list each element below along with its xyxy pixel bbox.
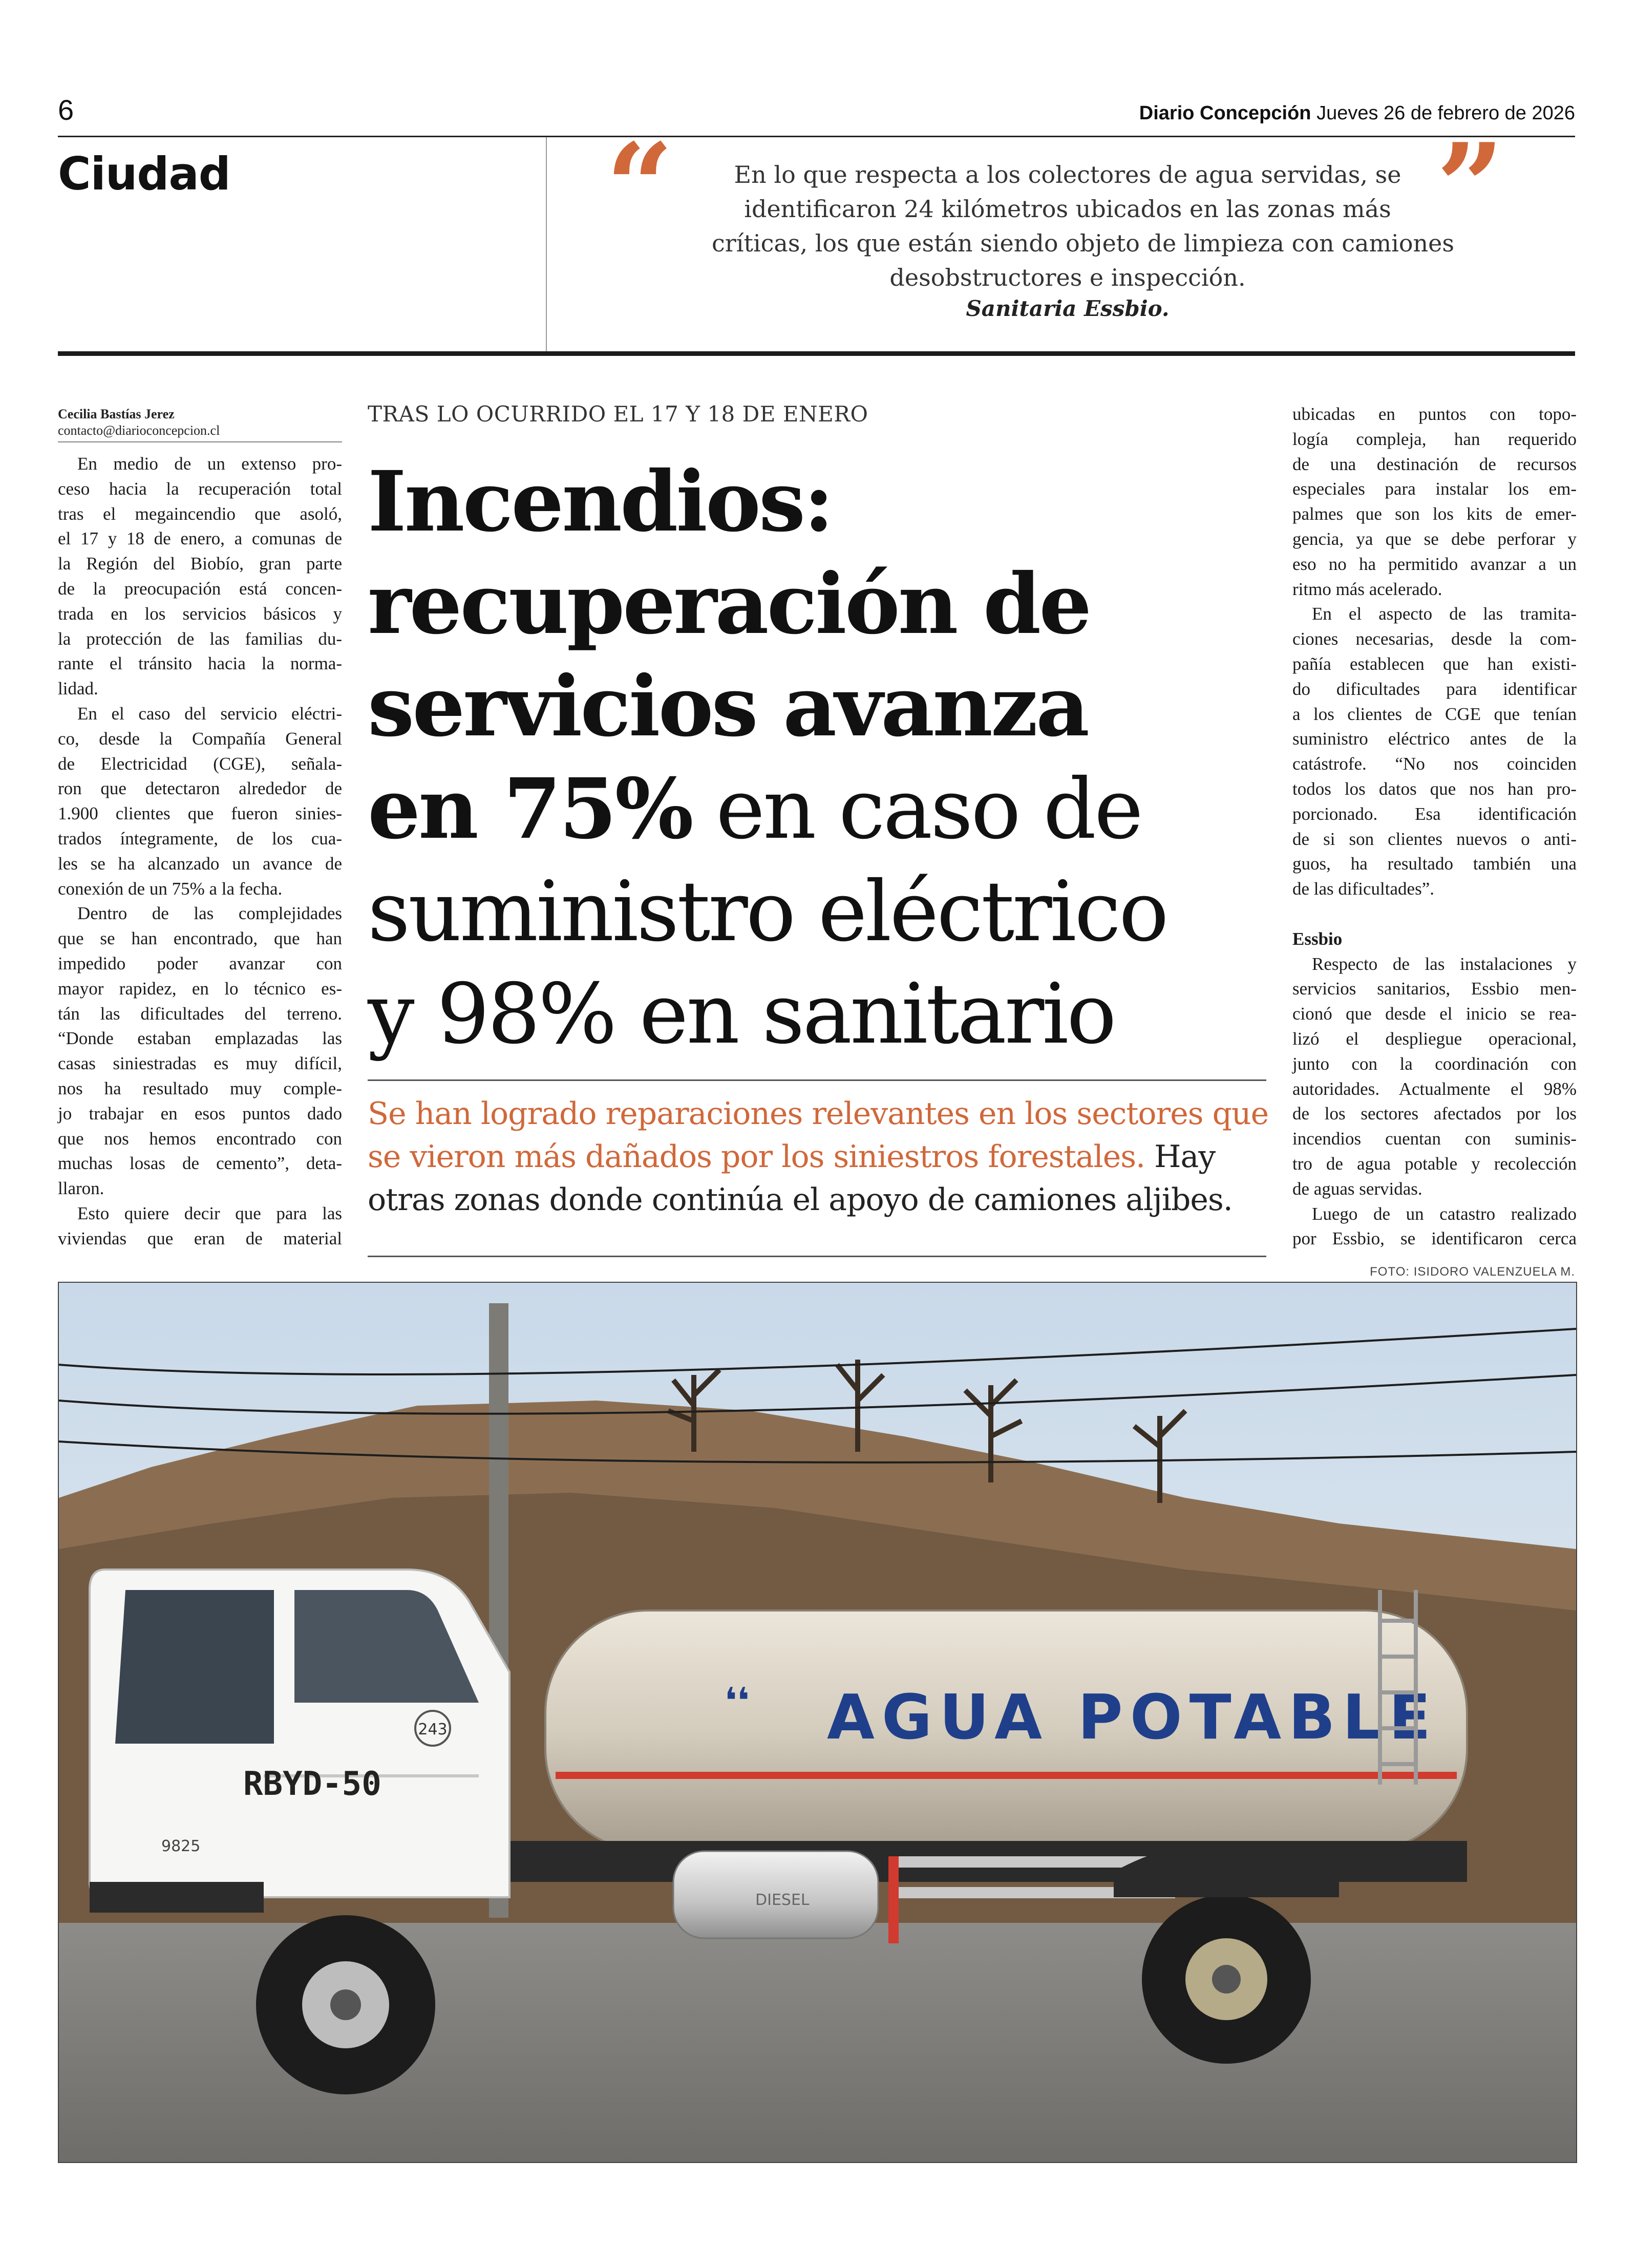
body-line: de Electricidad (CGE), señala- <box>58 753 342 774</box>
body-line: que se han encontrado, que han <box>58 928 342 949</box>
body-line: co, desde la Compañía General <box>58 728 342 749</box>
body-line: ron que detectaron alrededor de <box>58 778 342 799</box>
body-line: eso no ha permitido avanzar a un <box>1292 554 1577 574</box>
body-line: palmes que son los kits de emer- <box>1292 504 1577 524</box>
body-line: incendios cuentan con suminis- <box>1292 1129 1577 1149</box>
headline-line: servicios avanza <box>368 658 1088 755</box>
open-quote-icon: “ <box>606 118 674 256</box>
body-line: autoridades. Actualmente el 98% <box>1292 1078 1577 1099</box>
body-line: porcionado. Esa identificación <box>1292 803 1577 824</box>
body-line: especiales para instalar los em- <box>1292 479 1577 499</box>
deck-line: otras zonas donde continúa el apoyo de camiones aljibes. <box>368 1182 1233 1218</box>
body-line: 1.900 clientes que fueron sinies- <box>58 803 342 824</box>
deck-highlight: se vieron más dañados por los siniestros forestales. <box>368 1139 1145 1175</box>
body-line: viviendas que eran de material <box>58 1228 342 1248</box>
body-line: En el aspecto de las tramita- <box>1312 604 1577 624</box>
body-line: do dificultades para identificar <box>1292 679 1577 699</box>
author-name: Cecilia Bastías Jerez <box>58 407 175 421</box>
windshield <box>115 1590 274 1744</box>
headline-light-part: en caso de <box>691 761 1141 858</box>
pull-quote <box>712 158 1454 321</box>
headline <box>368 451 1167 1066</box>
body-line: que nos hemos encontrado con <box>58 1128 342 1149</box>
body-line: la protección de las familias du- <box>58 628 342 649</box>
tank-lettering: AGUA POTABLE <box>827 1682 1438 1753</box>
body-line: muchas losas de cemento”, deta- <box>58 1153 342 1174</box>
body-line: En medio de un extenso pro- <box>77 454 342 474</box>
body-line: de si son clientes nuevos o anti- <box>1292 829 1577 849</box>
door-number: 9825 <box>161 1837 201 1855</box>
water-tank <box>545 1590 1467 1851</box>
body-line: mayor rapidez, en lo técnico es- <box>58 978 342 999</box>
headline-line: y 98% en sanitario <box>368 966 1115 1063</box>
body-line: Dentro de las complejidades <box>77 903 342 924</box>
body-line: trada en los servicios básicos y <box>58 603 342 624</box>
body-line: nos ha resultado muy comple- <box>58 1078 342 1098</box>
front-bumper <box>90 1882 264 1913</box>
deck-text: Hay <box>1145 1139 1216 1175</box>
fuel-tank-label: DIESEL <box>755 1891 810 1909</box>
body-line: ciones necesarias, desde la com- <box>1292 629 1577 649</box>
body-line: suministro eléctrico antes de la <box>1292 729 1577 749</box>
body-line: lizó el despliegue operacional, <box>1292 1028 1577 1049</box>
body-line: el 17 y 18 de enero, a comunas de <box>58 528 342 549</box>
body-line: de las dificultades”. <box>1292 879 1434 899</box>
body-line: llaron. <box>58 1178 104 1199</box>
section-title: Ciudad <box>58 147 230 200</box>
body-line: trados íntegramente, de los cua- <box>58 828 342 849</box>
page-number: 6 <box>58 94 74 126</box>
paragraph-gap <box>1292 902 1577 927</box>
pull-quote-line: críticas, los que están siendo objeto de limpieza con camiones <box>712 229 1454 257</box>
deck-line: Se han logrado reparaciones relevantes en los sectores que <box>368 1096 1269 1132</box>
fuel-tank <box>673 1851 878 1938</box>
body-line: todos los datos que nos han pro- <box>1292 778 1577 799</box>
body-line: tán las dificultades del terreno. <box>58 1003 342 1024</box>
body-line: tro de agua potable y recolección <box>1292 1153 1577 1174</box>
body-line: a los clientes de CGE que tenían <box>1292 704 1577 724</box>
deck-rule-top <box>368 1079 1266 1081</box>
close-quote-icon: ” <box>1436 118 1504 256</box>
body-line: “Donde estaban emplazadas las <box>58 1028 342 1049</box>
headline-line: Incendios: <box>368 453 832 550</box>
headline-line: suministro eléctrico <box>368 864 1167 960</box>
body-line: ceso hacia la recuperación total <box>58 478 342 499</box>
body-line: guos, ha resultado también una <box>1292 854 1577 874</box>
body-line: por Essbio, se identificaron cerca <box>1292 1228 1577 1249</box>
body-line: de aguas servidas. <box>1292 1178 1422 1199</box>
body-line: Respecto de las instalaciones y <box>1312 953 1577 974</box>
header-thick-rule <box>58 351 1575 356</box>
headline-line: recuperación de <box>368 556 1090 653</box>
body-line: jo trabajar en esos puntos dado <box>58 1103 342 1124</box>
body-line: ubicadas en puntos con topo- <box>1292 404 1577 424</box>
body-line: de los sectores afectados por los <box>1292 1104 1577 1124</box>
pull-quote-line: desobstructores e inspección. <box>889 264 1246 291</box>
deck <box>368 1092 1269 1221</box>
pull-quote-line: En lo que respecta a los colectores de agua servidas, se <box>734 161 1401 188</box>
kicker: TRAS LO OCURRIDO EL 17 Y 18 DE ENERO <box>368 401 868 427</box>
headline-line <box>368 758 1167 861</box>
body-line: casas siniestradas es muy difícil, <box>58 1053 342 1074</box>
body-line: tras el megaincendio que asoló, <box>58 503 342 524</box>
header-divider <box>546 137 547 352</box>
issue-date: Jueves 26 de febrero de 2026 <box>1316 102 1575 124</box>
body-line: Esto quiere decir que para las <box>77 1203 342 1223</box>
truck-cab <box>90 1570 509 1913</box>
body-line: de una destinación de recursos <box>1292 454 1577 474</box>
body-line: pañía establecen que han existi- <box>1292 653 1577 674</box>
deck-rule-bottom <box>368 1256 1266 1257</box>
body-line: logía compleja, han requerido <box>1292 429 1577 449</box>
photo-credit: FOTO: ISIDORO VALENZUELA M. <box>1370 1265 1575 1279</box>
body-line: junto con la coordinación con <box>1292 1053 1577 1074</box>
body-line: la Región del Biobío, gran parte <box>58 554 342 574</box>
body-line: de la preocupación está concen- <box>58 578 342 599</box>
left-column <box>58 452 342 1252</box>
body-line: gencia, ya que se debe perforar y <box>1292 528 1577 549</box>
body-line: les se ha alcanzado un avance de <box>58 853 342 874</box>
pull-quote-source: Sanitaria Essbio. <box>966 296 1170 321</box>
paper-name: Diario Concepción <box>1139 102 1311 124</box>
body-line: ritmo más acelerado. <box>1292 579 1442 599</box>
deck-line <box>368 1135 1266 1178</box>
headline-bold-part: en 75% <box>368 760 692 858</box>
header-rule <box>58 136 1575 137</box>
body-line: catástrofe. “No nos coinciden <box>1292 754 1577 774</box>
license-plate-text: RBYD-50 <box>243 1765 381 1803</box>
masthead <box>1139 102 1575 124</box>
body-line: En el caso del servicio eléctri- <box>77 703 342 724</box>
right-column <box>1292 402 1577 1252</box>
cab-number: 243 <box>418 1721 448 1739</box>
body-line: servicios sanitarios, Essbio men- <box>1292 979 1577 999</box>
body-line: impedido poder avanzar con <box>58 953 342 973</box>
body-line: lidad. <box>58 679 98 699</box>
subhead: Essbio <box>1292 928 1343 949</box>
body-line: conexión de un 75% a la fecha. <box>58 878 283 899</box>
pull-quote-line: identificaron 24 kilómetros ubicados en las zonas más <box>744 195 1391 223</box>
byline <box>58 406 342 439</box>
news-photo <box>58 1282 1577 2163</box>
byline-rule <box>58 441 342 442</box>
body-line: cionó que desde el inicio se rea- <box>1292 1004 1577 1024</box>
body-line: rante el tránsito hacia la norma- <box>58 653 342 674</box>
water-truck-photo <box>59 1283 1576 2162</box>
body-line: Luego de un catastro realizado <box>1312 1203 1577 1224</box>
water-drops-icon: ❛❛ <box>725 1680 750 1722</box>
author-email[interactable]: contacto@diarioconcepcion.cl <box>58 423 220 438</box>
